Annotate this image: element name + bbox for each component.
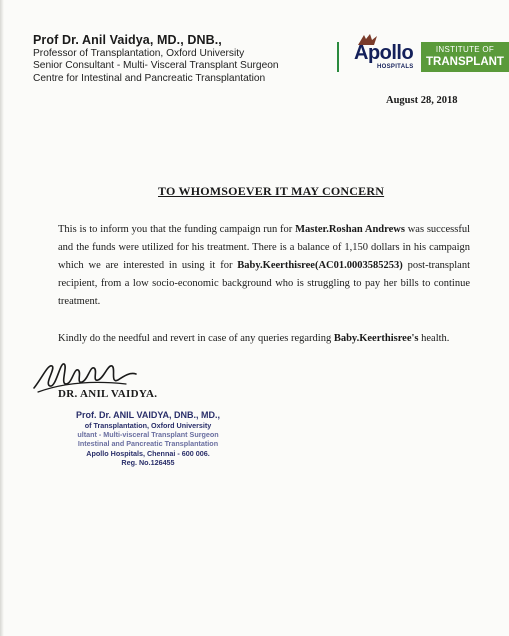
stamp-line-1: Prof. Dr. ANIL VAIDYA, DNB., MD., xyxy=(75,410,221,420)
apollo-brand-word: Apollo xyxy=(354,42,414,64)
page-edge-shadow xyxy=(0,0,4,636)
para1-text-2: was successful and the funds were utilized for his treatment. There is a balance of 1,150 dollars in his campaign which we are interested in using it for xyxy=(58,224,470,271)
para2-text-1: Kindly do the needful and revert in case of any queries regarding xyxy=(58,333,334,344)
para2-bold-1: Baby.Keerthisree's xyxy=(333,333,419,344)
logo-divider xyxy=(337,42,339,72)
transplant-label: TRANSPLANT xyxy=(426,56,504,68)
apollo-hospitals-label: HOSPITALS xyxy=(377,64,414,70)
doctor-rubber-stamp xyxy=(48,410,248,467)
institute-of-transplant-badge xyxy=(421,42,509,72)
letterhead-doctor-details xyxy=(33,33,279,85)
para2-text-2: health. xyxy=(418,333,450,344)
letter-date: August 28, 2018 xyxy=(386,95,458,106)
stamp-line-6: Reg. No.126455 xyxy=(121,457,175,467)
doctor-title-line-1: Professor of Transplantation, Oxford University xyxy=(33,48,245,59)
letter-heading: TO WHOMSOEVER IT MAY CONCERN xyxy=(158,184,385,198)
body-paragraph-1 xyxy=(58,221,470,311)
body-paragraph-2 xyxy=(58,330,470,348)
doctor-title-line-3: Centre for Intestinal and Pancreatic Transplantation xyxy=(33,72,266,84)
stamp-line-5: Apollo Hospitals, Chennai - 600 006. xyxy=(86,448,210,458)
stamp-line-3: ultant - Multi-visceral Transplant Surgeon xyxy=(77,430,219,440)
para1-text-3: post-transplant recipient, from a low socio-economic background who is struggling to pay her bills to continue treatment. xyxy=(58,260,470,307)
stamp-line-4: Intestinal and Pancreatic Transplantation xyxy=(77,439,219,449)
para1-bold-1: Master.Roshan Andrews xyxy=(295,224,405,235)
stamp-line-2: of Transplantation, Oxford University xyxy=(84,421,212,430)
institute-label: INSTITUTE OF xyxy=(435,45,495,54)
para1-bold-2: Baby.Keerthisree(AC01.0003585253) xyxy=(237,260,403,271)
para1-text-1: This is to inform you that the funding campaign run for xyxy=(58,224,296,235)
doctor-title-line-2: Senior Consultant - Multi- Visceral Transplant Surgeon xyxy=(33,60,279,72)
signatory-name: DR. ANIL VAIDYA. xyxy=(58,388,158,400)
apollo-institute-logo xyxy=(337,28,509,80)
doctor-name: Prof Dr. Anil Vaidya, MD., DNB., xyxy=(33,33,222,47)
